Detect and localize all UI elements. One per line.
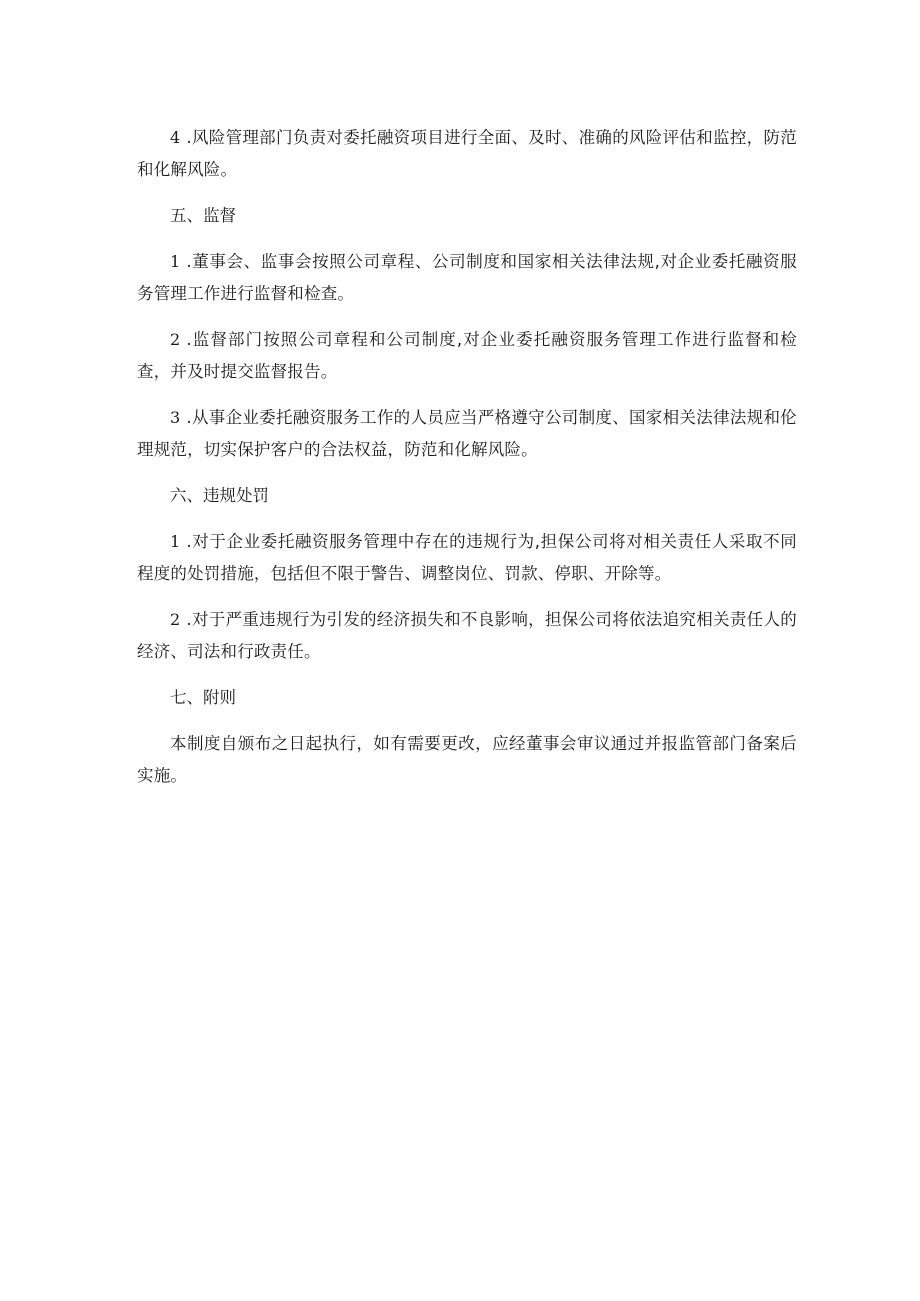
clause-text: .董事会、监事会按照公司章程、公司制度和国家相关法律法规,对企业委托融资服务管理工作进行监督和检查。 — [137, 252, 797, 303]
clause-text: .对于企业委托融资服务管理中存在的违规行为,担保公司将对相关责任人采取不同程度的处罚措施，包括但不限于警告、调整岗位、罚款、停职、开除等。 — [137, 532, 797, 583]
clause-text: .对于严重违规行为引发的经济损失和不良影响，担保公司将依法追究相关责任人的经济、司法和行政责任。 — [137, 610, 797, 661]
clause-text: .风险管理部门负责对委托融资项目进行全面、及时、准确的风险评估和监控，防范和化解风险。 — [137, 128, 797, 179]
clause-board-supervision — [137, 246, 797, 310]
clause-number: 1 — [170, 532, 181, 551]
section-heading-supplementary: 七、附则 — [170, 688, 236, 707]
clause-number: 2 — [170, 330, 181, 349]
clause-serious-violations — [137, 604, 797, 668]
clause-number: 2 — [170, 610, 181, 629]
clause-number: 4 — [170, 128, 181, 147]
clause-text: .监督部门按照公司章程和公司制度,对企业委托融资服务管理工作进行监督和检查，并及时提交监督报告。 — [137, 330, 797, 381]
clause-supervision-department — [137, 324, 797, 388]
section-heading-penalties: 六、违规处罚 — [170, 486, 269, 505]
clause-text: .从事企业委托融资服务工作的人员应当严格遵守公司制度、国家相关法律法规和伦理规范，切实保护客户的合法权益，防范和化解风险。 — [137, 408, 797, 459]
clause-number: 1 — [170, 252, 181, 271]
clause-staff-compliance — [137, 402, 797, 466]
clause-violation-penalties — [137, 526, 797, 590]
clause-risk-management — [137, 122, 797, 186]
paragraph-effective-date: 本制度自颁布之日起执行，如有需要更改，应经董事会审议通过并报监管部门备案后实施。 — [137, 734, 797, 785]
section-heading-supervision: 五、监督 — [170, 206, 236, 225]
document-page — [137, 122, 797, 806]
clause-number: 3 — [170, 408, 181, 427]
